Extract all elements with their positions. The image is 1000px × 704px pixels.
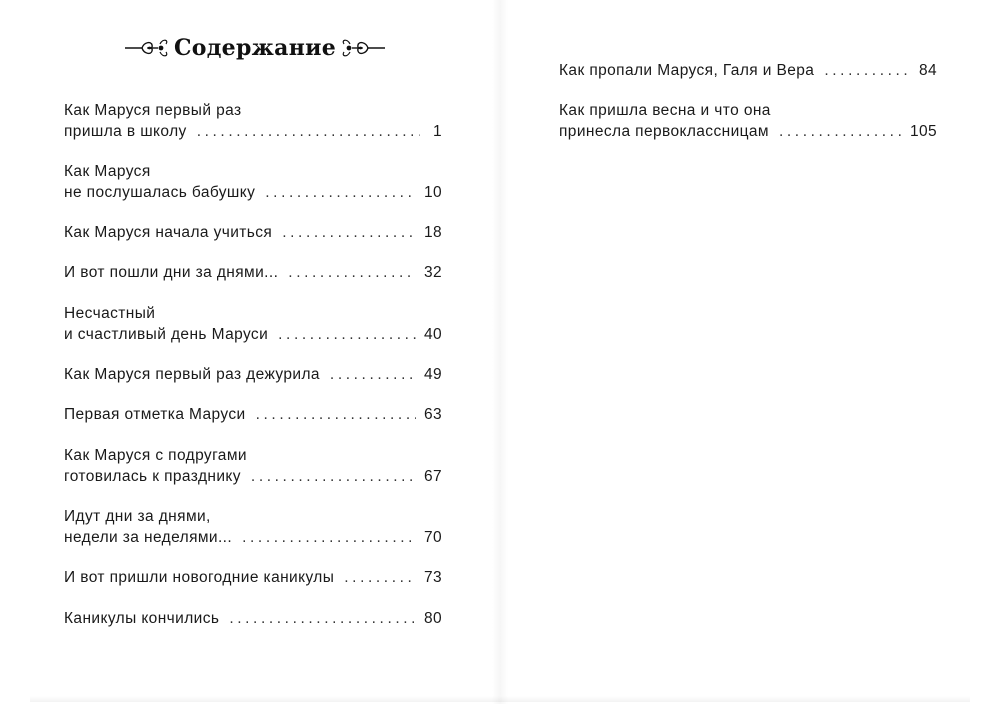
toc-entry-title: Каникулы кончились bbox=[64, 610, 220, 627]
toc-entry[interactable] bbox=[64, 304, 442, 345]
toc-entry-title-line2: не послушалась бабушку bbox=[64, 183, 256, 201]
dot-leader bbox=[278, 325, 416, 346]
toc-entry[interactable] bbox=[64, 365, 442, 386]
toc-entry[interactable] bbox=[64, 507, 442, 548]
toc-entry-page-number: 40 bbox=[423, 325, 442, 343]
toc-entry-page-number: 105 bbox=[909, 122, 937, 140]
dot-leader bbox=[779, 122, 902, 143]
toc-entry-title: И вот пошли дни за днями... bbox=[64, 264, 279, 281]
toc-entry-title-line2: и счастливый день Маруси bbox=[64, 325, 269, 343]
toc-entry-title-line2: готовилась к празднику bbox=[64, 467, 241, 485]
toc-entry-title-line1: Как Маруся с подругами bbox=[64, 447, 247, 464]
dot-leader bbox=[197, 122, 420, 143]
toc-entry[interactable] bbox=[64, 162, 442, 203]
dot-leader bbox=[344, 568, 416, 589]
dot-leader bbox=[330, 365, 416, 386]
dot-leader bbox=[288, 263, 416, 284]
right-page bbox=[500, 0, 1000, 704]
toc-entry-title-line1: Идут дни за днями, bbox=[64, 508, 211, 525]
toc-entry-page-number: 32 bbox=[423, 264, 442, 281]
toc-entry-page-number: 73 bbox=[423, 569, 442, 586]
toc-entry-page-number: 63 bbox=[423, 406, 442, 423]
toc-entry[interactable] bbox=[64, 263, 442, 284]
toc-entry-page-number: 67 bbox=[423, 467, 442, 485]
toc-entry-title-line1: Как Маруся первый раз bbox=[64, 102, 242, 119]
dot-leader bbox=[282, 223, 416, 244]
dot-leader bbox=[824, 61, 911, 82]
toc-entry-page-number: 80 bbox=[423, 610, 442, 627]
toc-entry[interactable] bbox=[64, 405, 442, 426]
toc-entry[interactable] bbox=[64, 223, 442, 244]
page-title: Содержание bbox=[173, 35, 337, 61]
toc-entry[interactable] bbox=[64, 609, 442, 630]
toc-entry[interactable] bbox=[64, 101, 442, 142]
toc-entry[interactable] bbox=[64, 446, 442, 487]
toc-entry-title: Первая отметка Маруси bbox=[64, 406, 246, 423]
toc-entry[interactable] bbox=[64, 568, 442, 589]
toc-entry-title-line1: Как пришла весна и что она bbox=[559, 102, 771, 119]
toc-entry-page-number: 70 bbox=[423, 528, 442, 546]
toc-entry-title-line1: Несчастный bbox=[64, 305, 156, 322]
dot-leader bbox=[256, 405, 416, 426]
toc-entry-page-number: 10 bbox=[423, 183, 442, 201]
toc-entry[interactable] bbox=[559, 101, 937, 142]
toc-entry-title: Как Маруся начала учиться bbox=[64, 224, 273, 241]
toc-entry-title: И вот пришли новогодние каникулы bbox=[64, 569, 335, 586]
flourish-ornament-icon bbox=[124, 36, 172, 60]
toc-entry-page-number: 18 bbox=[423, 224, 442, 241]
dot-leader bbox=[251, 467, 416, 488]
dot-leader bbox=[229, 609, 416, 630]
toc-entry-title: Как пропали Маруся, Галя и Вера bbox=[559, 62, 815, 79]
dot-leader bbox=[242, 528, 416, 549]
book-gutter bbox=[492, 0, 508, 704]
toc-entry-title-line2: принесла первоклассницам bbox=[559, 122, 769, 140]
toc-entry-page-number: 1 bbox=[432, 122, 442, 140]
toc-entry-title-line2: пришла в школу bbox=[64, 122, 187, 140]
toc-entry-page-number: 84 bbox=[918, 62, 937, 79]
toc-entry-title-line1: Как Маруся bbox=[64, 163, 151, 180]
toc-entry-page-number: 49 bbox=[423, 366, 442, 383]
toc-entry-title: Как Маруся первый раз дежурила bbox=[64, 366, 320, 383]
page-bottom-edge bbox=[30, 696, 970, 702]
flourish-ornament-icon bbox=[338, 36, 386, 60]
toc-entry-title-line2: недели за неделями... bbox=[64, 528, 233, 546]
dot-leader bbox=[265, 183, 416, 204]
toc-entry[interactable] bbox=[559, 61, 937, 82]
toc-heading bbox=[124, 30, 386, 66]
